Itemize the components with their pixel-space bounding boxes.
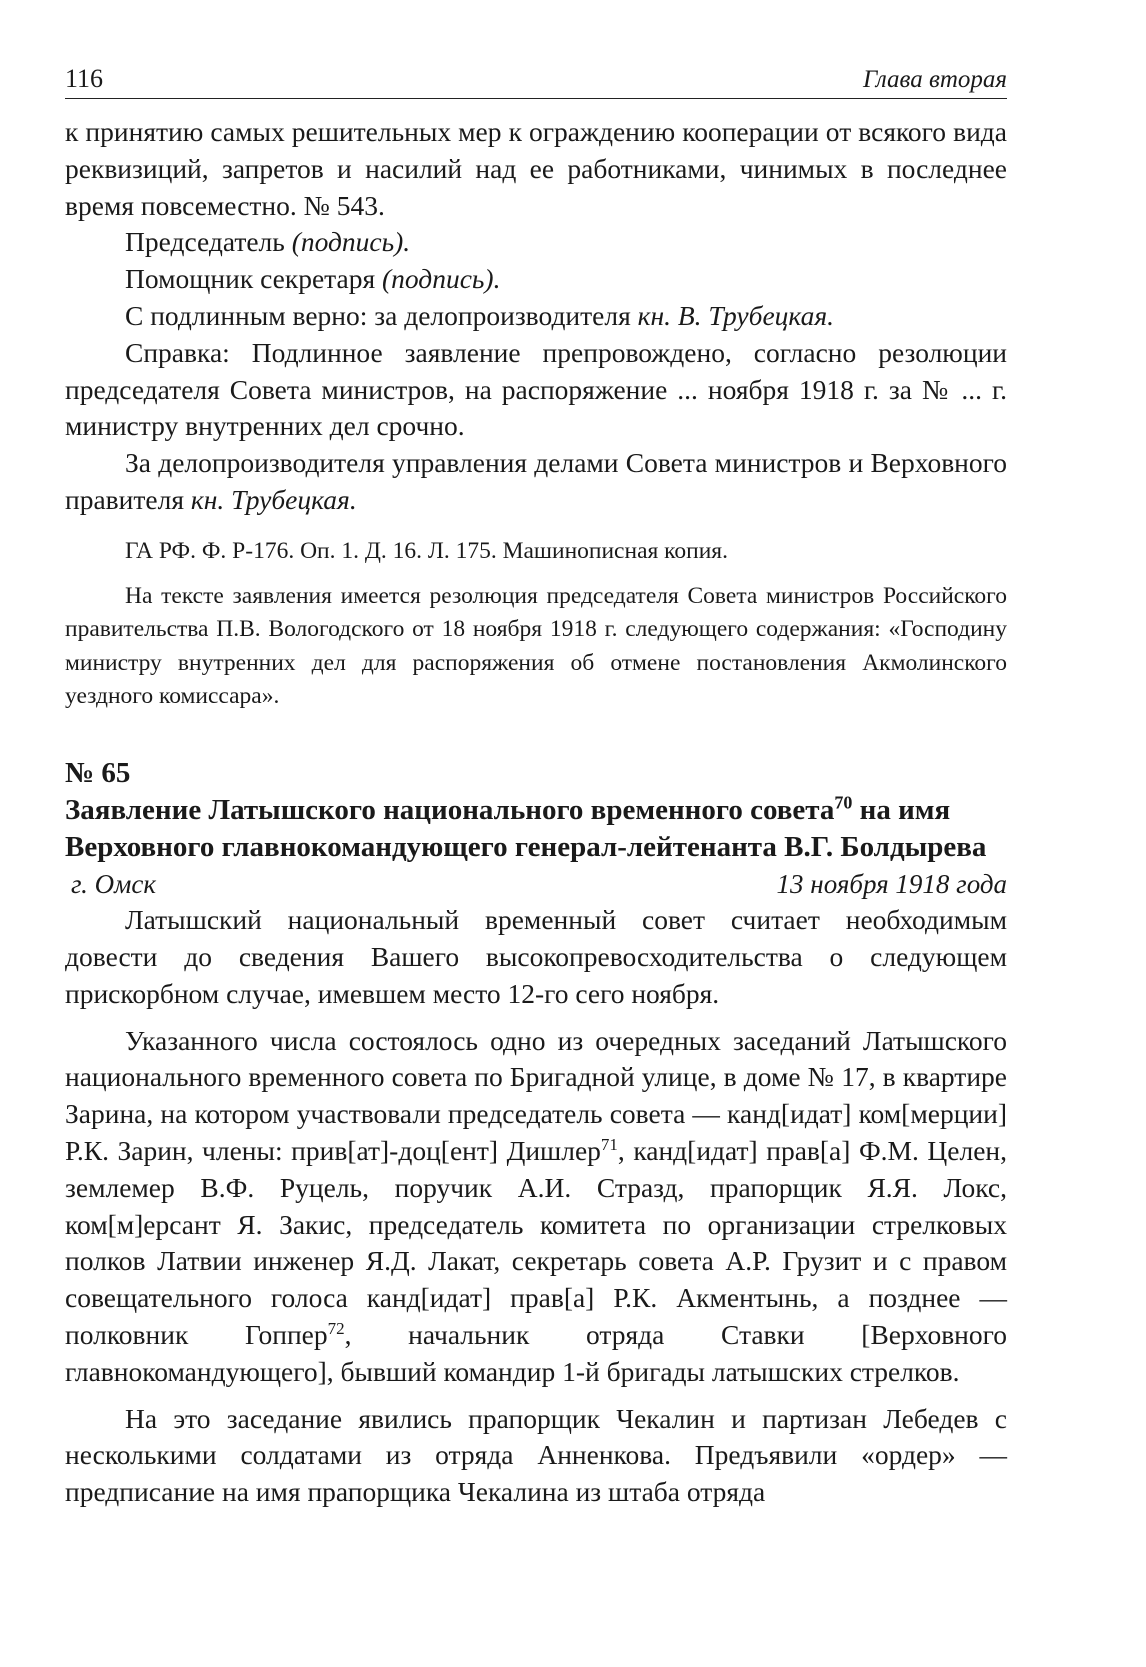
footnote-ref-70: 70 (834, 792, 853, 813)
reference-paragraph: Справка: Подлинное заявление препровождено, согласно резолюции председателя Совета министров, на распоряжение ... ноября 1918 г. за № ... г. министру внутренних дел срочно. (65, 336, 1007, 442)
footnote-ref-71: 71 (600, 1134, 618, 1154)
chairman-signature: (подпись). (291, 226, 411, 258)
document-title-part1: Заявление Латышского национального временного совета (65, 794, 835, 827)
chairman-label: Председатель (125, 226, 285, 258)
document-title-part2: на имя Верховного главнокомандующего генерал-лейтенанта В.Г. Болдырева (65, 794, 987, 864)
footnote-ref-72: 72 (327, 1318, 345, 1338)
assistant-signature: (подпись). (381, 263, 501, 295)
page-number: 116 (65, 64, 104, 93)
document-number: № 65 (65, 757, 131, 790)
for-clerk-text: За делопроизводителя управления делами Совета министров и Верховного правителя (65, 447, 1007, 515)
document-title (65, 792, 1007, 866)
paragraph-2 (65, 1023, 1007, 1391)
paragraph-continuation: к принятию самых решительных мер к ограждению кооперации от всякого вида реквизиций, запретов и насилий над ее работниками, чинимых в последнее время повсеместно. № 543. (65, 116, 1007, 221)
for-clerk-paragraph (65, 445, 1007, 519)
paragraph-1: Латышский национальный временный совет считает необходимым довести до сведения Вашего высокопревосходительства о следующем прискорбном случае, имевшем место 12-го сего ноября. (65, 904, 1007, 1009)
page-header (65, 62, 1007, 99)
paragraph-3: На это заседание явились прапорщик Чекалин и партизан Лебедев с несколькими солдатами из отряда Анненкова. Предъявили «ордер» — предписание на имя прапорщика Чекалина из штаба отряда (65, 1402, 1007, 1508)
archival-source: ГА РФ. Ф. Р-176. Оп. 1. Д. 16. Л. 175. Машинописная копия. (125, 537, 728, 564)
paragraph-2-part-c: , начальник отряда Ставки [Верховного главнокомандующего], бывший командир 1-й бригады латышских стрелков. (65, 1319, 1007, 1387)
chairman-signature-line (65, 224, 1007, 261)
assistant-signature-line (65, 261, 1007, 298)
certified-text: С подлинным верно: за делопроизводителя (125, 299, 631, 331)
page-body (65, 114, 1007, 1511)
paragraph-2-part-b: , канд[идат] прав[а] Ф.М. Целен, землемер В.Ф. Руцель, поручик А.И. Стразд, прапорщик Я.Я. Локс, ком[м]ерсант Я. Закис, председатель комитета по организации стрелковых полков Латвии инженер Я.Д. Лакат, секретарь совета А.Р. Грузит и с правом совещательного голоса канд[идат] прав[а] Р.К. Акментынь, а позднее — полковник Гоппер (65, 1135, 1007, 1351)
place-date-line (65, 866, 1007, 902)
for-clerk-name: кн. Трубецкая. (190, 483, 357, 515)
certified-line (65, 298, 1007, 335)
document-place: г. Омск (71, 869, 157, 900)
paragraph-2-part-a: Указанного числа состоялось одно из очередных заседаний Латышского национального временного совета по Бригадной улице, в доме № 17, в квартире Зарина, на котором участвовали председатель совета — канд[идат] ком[мерции] Р.К. Зарин, члены: прив[ат]-доц[ент] Дишлер (65, 1024, 1007, 1167)
certified-name: кн. В. Трубецкая. (637, 299, 835, 331)
document-date: 13 ноября 1918 года (776, 869, 1007, 900)
assistant-label: Помощник секретаря (125, 263, 376, 295)
resolution-note: На тексте заявления имеется резолюция председателя Совета министров Российского правительства П.В. Вологодского от 18 ноября 1918 г. следующего содержания: «Господину министру внутренних дел для распоряжения об отмене постановления Акмолинского уездного комиссара». (65, 583, 1007, 709)
running-head: Глава вторая (862, 66, 1007, 93)
